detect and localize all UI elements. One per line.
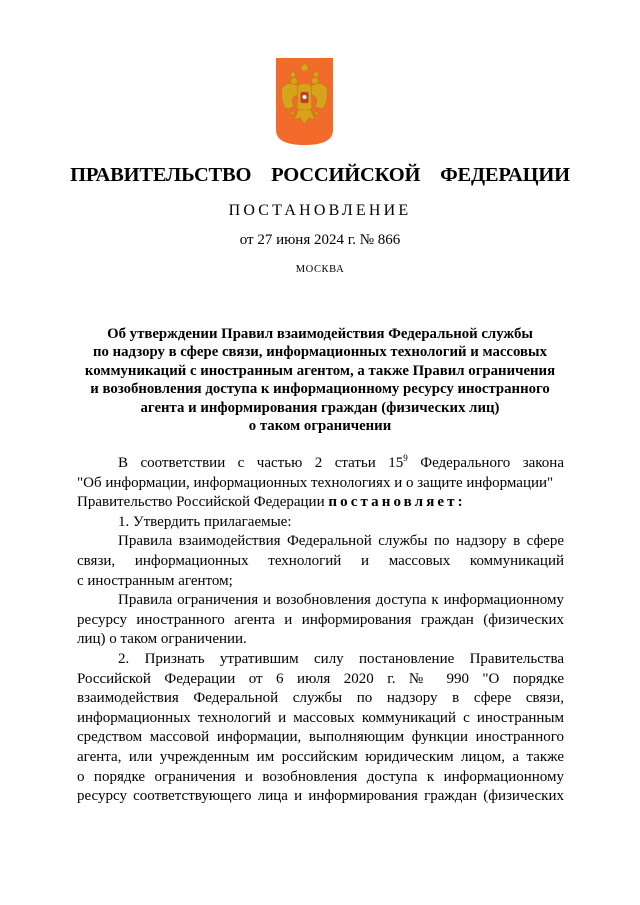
issue-city: МОСКВА — [295, 264, 345, 275]
title-line: агента и информирования граждан (физических лиц) — [140, 399, 500, 416]
law-reference-text: Федерального закона — [407, 455, 564, 471]
item-2-line: о порядке ограничения и возобновления доступа к информационному — [77, 768, 564, 785]
item-2-line: Российской Федерации от 6 июля 2020 г. № 990 "О порядке — [77, 670, 564, 687]
item-2-line: ресурсу соответствующего лица и информирования граждан (физических — [77, 788, 564, 805]
law-reference-text: В соответствии с частью 2 статьи 15 — [118, 455, 404, 471]
article-superscript: 9 — [403, 453, 408, 463]
body-line: связи, информационных технологий и массовых коммуникаций — [77, 552, 564, 569]
decree-title — [0, 325, 640, 435]
resolves-word: постановляет: — [328, 494, 466, 511]
resolution-lead: Правительство Российской Федерации — [77, 494, 329, 511]
title-line: о таком ограничении — [248, 418, 392, 435]
body-line: Правила взаимодействия Федеральной службы по надзору в сфере — [118, 533, 564, 550]
item-2-line: 2. Признать утратившим силу постановление Правительства — [118, 650, 564, 667]
body-line: "Об информации, информационных технологиях и о защите информации" — [77, 474, 554, 491]
body-line: лиц) о таком ограничении. — [77, 631, 247, 648]
body-line: Правила ограничения и возобновления доступа к информационному — [118, 592, 564, 609]
item-2-line: агента, или учрежденным им российским юридическим лицом, а также — [77, 748, 564, 765]
title-line: по надзору в сфере связи, информационных технологий и массовых — [93, 344, 547, 361]
decree-date-number: от 27 июня 2024 г. № 866 — [239, 232, 401, 248]
decree-body — [77, 454, 564, 807]
coat-of-arms-emblem — [276, 58, 333, 145]
title-line: и возобновления доступа к информационному ресурсу иностранного — [90, 381, 550, 398]
government-heading: ПРАВИТЕЛЬСТВО РОССИЙСКОЙ ФЕДЕРАЦИИ — [70, 164, 570, 186]
item-2-line: взаимодействия Федеральной службы по надзору в сфере связи, — [77, 690, 564, 707]
body-line: ресурсу иностранного агента и информирования граждан (физических — [77, 611, 564, 628]
body-line — [77, 454, 564, 474]
item-1: 1. Утвердить прилагаемые: — [118, 513, 292, 530]
document-type: ПОСТАНОВЛЕНИЕ — [228, 202, 412, 219]
item-2-line: средством массовой информации, выполняющим функции иностранного — [77, 729, 564, 746]
body-line — [77, 493, 564, 513]
item-2-line: информационных технологий и массовых коммуникаций с иностранным — [77, 709, 564, 726]
title-line: Об утверждении Правил взаимодействия Федеральной службы — [107, 326, 533, 342]
title-line: коммуникаций с иностранным агентом, а также Правил ограничения — [84, 362, 556, 379]
body-line: с иностранным агентом; — [77, 572, 233, 589]
